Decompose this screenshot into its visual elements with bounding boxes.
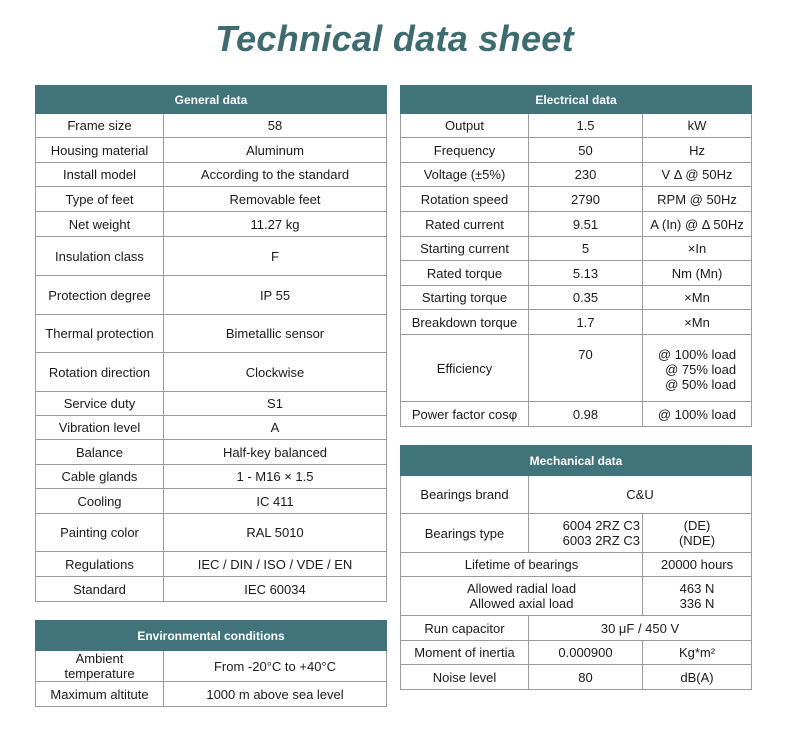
row-value: According to the standard (164, 163, 387, 187)
row-value: 230 (529, 163, 643, 187)
row-value: IEC / DIN / ISO / VDE / EN (164, 552, 387, 577)
row-label: Thermal protection (36, 315, 164, 353)
bearing-nde-tag: (NDE) (678, 533, 716, 548)
row-value: 5.13 (529, 261, 643, 286)
row-label: Voltage (±5%) (401, 163, 529, 187)
bearings-type-tags (643, 514, 752, 553)
row-label: Rated current (401, 212, 529, 237)
bearings-brand-value: C&U (529, 476, 752, 514)
row-unit: A (In) @ Δ 50Hz (643, 212, 752, 237)
power-factor-unit: @ 100% load (643, 402, 752, 427)
bearings-type-label: Bearings type (401, 514, 529, 553)
row-label: Type of feet (36, 187, 164, 212)
row-unit: ×Mn (643, 310, 752, 335)
page-title: Technical data sheet (215, 18, 574, 59)
row-value: IC 411 (164, 489, 387, 514)
radial-load-value: 463 N (679, 581, 715, 596)
run-capacitor-value: 30 μF / 450 V (529, 616, 752, 641)
row-label: Maximum altitute (36, 682, 164, 707)
row-label: Cooling (36, 489, 164, 514)
general-data-table (35, 85, 387, 602)
row-label: Regulations (36, 552, 164, 577)
row-unit: Nm (Mn) (643, 261, 752, 286)
bearing-de-tag: (DE) (683, 518, 711, 533)
row-label: Insulation class (36, 237, 164, 276)
row-value: RAL 5010 (164, 514, 387, 552)
row-label: Frame size (36, 114, 164, 138)
row-value: 58 (164, 114, 387, 138)
row-label: Rotation direction (36, 353, 164, 392)
row-value: 50 (529, 138, 643, 163)
bearing-nde-model: 6003 2RZ C3 (562, 533, 640, 548)
noise-unit: dB(A) (643, 665, 752, 690)
inertia-value: 0.000900 (529, 641, 643, 665)
radial-load-label: Allowed radial load (466, 581, 577, 596)
mechanical-data-table (400, 445, 752, 690)
lifetime-value: 20000 hours (643, 553, 752, 577)
row-value: Aluminum (164, 138, 387, 163)
environmental-header: Environmental conditions (36, 621, 387, 651)
row-value: 2790 (529, 187, 643, 212)
efficiency-label: Efficiency (401, 335, 529, 402)
row-value: 0.35 (529, 286, 643, 310)
row-value: Half-key balanced (164, 440, 387, 465)
row-value: 1.5 (529, 114, 643, 138)
row-unit: ×In (643, 237, 752, 261)
noise-label: Noise level (401, 665, 529, 690)
noise-value: 80 (529, 665, 643, 690)
efficiency-unit-50: @ 50% load (665, 377, 737, 392)
row-unit: V Δ @ 50Hz (643, 163, 752, 187)
environmental-table (35, 620, 387, 707)
row-value: F (164, 237, 387, 276)
bearings-brand-label: Bearings brand (401, 476, 529, 514)
mechanical-data-header: Mechanical data (401, 446, 752, 476)
row-unit: ×Mn (643, 286, 752, 310)
row-label: Frequency (401, 138, 529, 163)
row-label: Housing material (36, 138, 164, 163)
power-factor-value: 0.98 (529, 402, 643, 427)
row-label: Ambient temperature (36, 651, 164, 682)
bearings-type-models (529, 514, 643, 553)
efficiency-units (643, 335, 752, 402)
row-label: Starting current (401, 237, 529, 261)
row-label: Painting color (36, 514, 164, 552)
row-unit: RPM @ 50Hz (643, 187, 752, 212)
row-value: Clockwise (164, 353, 387, 392)
row-label: Vibration level (36, 416, 164, 440)
row-value: S1 (164, 392, 387, 416)
row-value: 1 - M16 × 1.5 (164, 465, 387, 489)
loads-labels (401, 577, 643, 616)
row-value: 1000 m above sea level (164, 682, 387, 707)
row-unit: kW (643, 114, 752, 138)
axial-load-label: Allowed axial load (469, 596, 574, 611)
row-unit: Hz (643, 138, 752, 163)
row-value: IEC 60034 (164, 577, 387, 602)
electrical-data-table (400, 85, 752, 427)
efficiency-unit-75: @ 75% load (665, 362, 737, 377)
row-value: 5 (529, 237, 643, 261)
general-data-header: General data (36, 86, 387, 114)
row-label: Cable glands (36, 465, 164, 489)
loads-values (643, 577, 752, 616)
row-label: Rotation speed (401, 187, 529, 212)
efficiency-value: 70 (529, 335, 643, 402)
row-value: 9.51 (529, 212, 643, 237)
run-capacitor-label: Run capacitor (401, 616, 529, 641)
row-value: IP 55 (164, 276, 387, 315)
row-value: Bimetallic sensor (164, 315, 387, 353)
inertia-unit: Kg*m² (643, 641, 752, 665)
row-label: Breakdown torque (401, 310, 529, 335)
row-label: Protection degree (36, 276, 164, 315)
bearing-de-model: 6004 2RZ C3 (562, 518, 640, 533)
row-value: A (164, 416, 387, 440)
row-value: 1.7 (529, 310, 643, 335)
power-factor-label: Power factor cosφ (401, 402, 529, 427)
lifetime-label: Lifetime of bearings (401, 553, 643, 577)
row-label: Starting torque (401, 286, 529, 310)
row-value: Removable feet (164, 187, 387, 212)
row-label: Service duty (36, 392, 164, 416)
row-label: Output (401, 114, 529, 138)
row-label: Rated torque (401, 261, 529, 286)
inertia-label: Moment of inertia (401, 641, 529, 665)
row-value: 11.27 kg (164, 212, 387, 237)
row-value: From -20°C to +40°C (164, 651, 387, 682)
efficiency-unit-100: @ 100% load (657, 347, 737, 362)
axial-load-value: 336 N (679, 596, 715, 611)
row-label: Standard (36, 577, 164, 602)
electrical-data-header: Electrical data (401, 86, 752, 114)
row-label: Balance (36, 440, 164, 465)
row-label: Install model (36, 163, 164, 187)
row-label: Net weight (36, 212, 164, 237)
